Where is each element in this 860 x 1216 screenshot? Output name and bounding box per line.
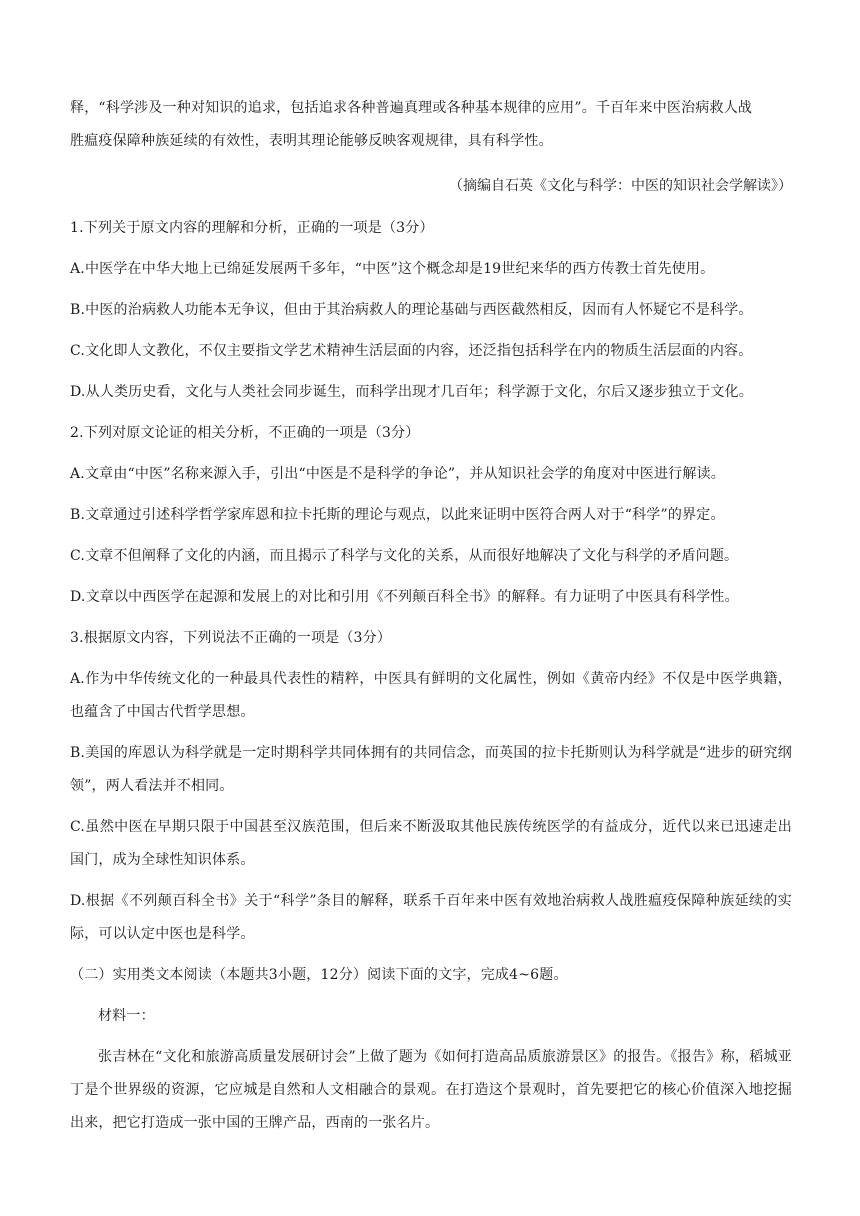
section-2-heading: （二）实用类文本阅读（本题共3小题，12分）阅读下面的文字，完成4~6题。 xyxy=(70,967,568,983)
question-3-stem: 3.根据原文内容，下列说法不正确的一项是（3分） xyxy=(70,630,392,646)
question-1-option-c: C.文化即人文教化，不仅主要指文学艺术精神生活层面的内容，还泛指包括科学在内的物质生活层面的内容。 xyxy=(70,343,753,359)
question-2-stem: 2.下列对原文论证的相关分析，不正确的一项是（3分） xyxy=(70,425,420,441)
question-1-option-d: D.从人类历史看，文化与人类社会同步诞生，而科学出现才几百年；科学源于文化，尔后又逐步独立于文化。 xyxy=(70,384,753,400)
question-3-option-c: C.虽然中医在早期只限于中国甚至汉族范围，但后来不断汲取其他民族传统医学的有益成分，近代以来已迅速走出国门，成为全球性知识体系。 xyxy=(70,819,792,868)
document-page xyxy=(70,92,792,1148)
question-3-option-b: B.美国的库恩认为科学就是一定时期科学共同体拥有的共同信念，而英国的拉卡托斯则认为科学就是“进步的研究纲领”，两人看法并不相同。 xyxy=(70,745,792,794)
question-2-option-b: B.文章通过引述科学哲学家库恩和拉卡托斯的理论与观点，以此来证明中医符合两人对于“科学”的界定。 xyxy=(70,507,725,523)
intro-line-2: 胜瘟疫保障种族延续的有效性，表明其理论能够反映客观规律，具有科学性。 xyxy=(70,133,553,149)
question-1-option-a: A.中医学在中华大地上已绵延发展两千多年，“中医”这个概念却是19世纪来华的西方传教士首先使用。 xyxy=(70,261,715,277)
question-2-option-a: A.文章由“中医”名称来源入手，引出“中医是不是科学的争论”，并从知识社会学的角度对中医进行解读。 xyxy=(70,466,725,482)
question-3-option-a: A.作为中华传统文化的一种最具代表性的精粹，中医具有鲜明的文化属性，例如《黄帝内经》不仅是中医学典籍，也蕴含了中国古代哲学思想。 xyxy=(70,671,792,720)
question-1-stem: 1.下列关于原文内容的理解和分析，正确的一项是（3分） xyxy=(70,220,434,236)
question-2-option-d: D.文章以中西医学在起源和发展上的对比和引用《不列颠百科全书》的解释。有力证明了中医具有科学性。 xyxy=(70,589,739,605)
material-paragraph: 张吉林在“文化和旅游高质量发展研讨会”上做了题为《如何打造高品质旅游景区》的报告。《报告》称，稻城亚丁是个世界级的资源，它应城是自然和人文相融合的景观。在打造这个景观时，首先要把它的核心价值深入地挖掘出来，把它打造成一张中国的王牌产品，西南的一张名片。 xyxy=(70,1049,792,1131)
question-2-option-c: C.文章不但阐释了文化的内涵，而且揭示了科学与文化的关系，从而很好地解决了文化与科学的矛盾问题。 xyxy=(70,548,739,564)
question-1-option-b: B.中医的治病救人功能本无争议，但由于其治病救人的理论基础与西医截然相反，因而有人怀疑它不是科学。 xyxy=(70,302,753,318)
material-label: 材料一： xyxy=(98,1008,155,1024)
source-citation: （摘编自石英《文化与科学：中医的知识社会学解读》） xyxy=(449,178,792,194)
intro-line-1: 释，“科学涉及一种对知识的追求，包括追求各种普遍真理或各种基本规律的应用”。千百年来中医治病救人战 xyxy=(70,100,753,116)
question-3-option-d: D.根据《不列颠百科全书》关于“科学”条目的解释，联系千百年来中医有效地治病救人战胜瘟疫保障种族延续的实际，可以认定中医也是科学。 xyxy=(70,893,792,942)
